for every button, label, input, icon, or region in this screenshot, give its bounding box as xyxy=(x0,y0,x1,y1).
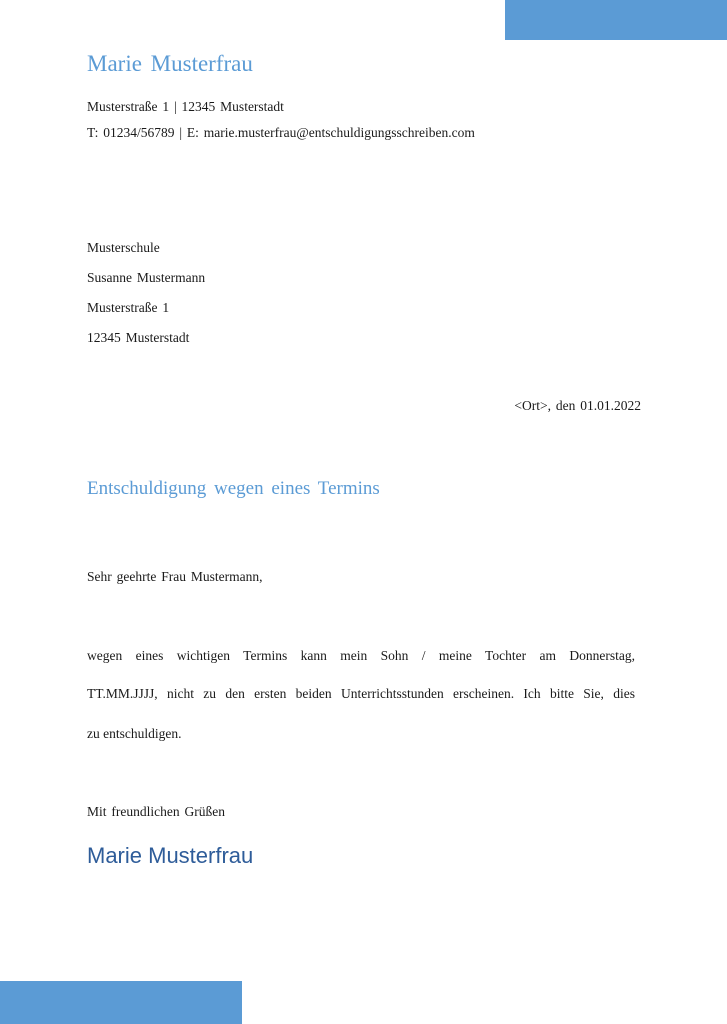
recipient-street: Musterstraße 1 xyxy=(87,300,170,315)
body-line-1: wegen eines wichtigen Termins kann mein Sohn / meine Tochter am Donnerstag, xyxy=(87,648,635,663)
sender-name: Marie Musterfrau xyxy=(87,51,253,76)
letter-subject: Entschuldigung wegen eines Termins xyxy=(87,478,380,499)
sender-contact: T: 01234/56789 | E: marie.musterfrau@entschuldigungsschreiben.com xyxy=(87,125,475,140)
closing: Mit freundlichen Grüßen xyxy=(87,804,225,819)
recipient-person: Susanne Mustermann xyxy=(87,270,206,285)
bottom-accent-bar xyxy=(0,981,242,1024)
recipient-school: Musterschule xyxy=(87,240,160,255)
signature: Marie Musterfrau xyxy=(87,843,254,868)
body-line-3: zu entschuldigen. xyxy=(87,726,182,741)
top-accent-bar xyxy=(505,0,727,40)
sender-address: Musterstraße 1 | 12345 Musterstadt xyxy=(87,99,284,114)
salutation: Sehr geehrte Frau Mustermann, xyxy=(87,569,263,584)
date-line: <Ort>, den 01.01.2022 xyxy=(514,398,641,413)
recipient-city: 12345 Musterstadt xyxy=(87,330,190,345)
body-line-2: TT.MM.JJJJ, nicht zu den ersten beiden Unterrichtsstunden erscheinen. Ich bitte Sie, dies xyxy=(87,686,635,701)
